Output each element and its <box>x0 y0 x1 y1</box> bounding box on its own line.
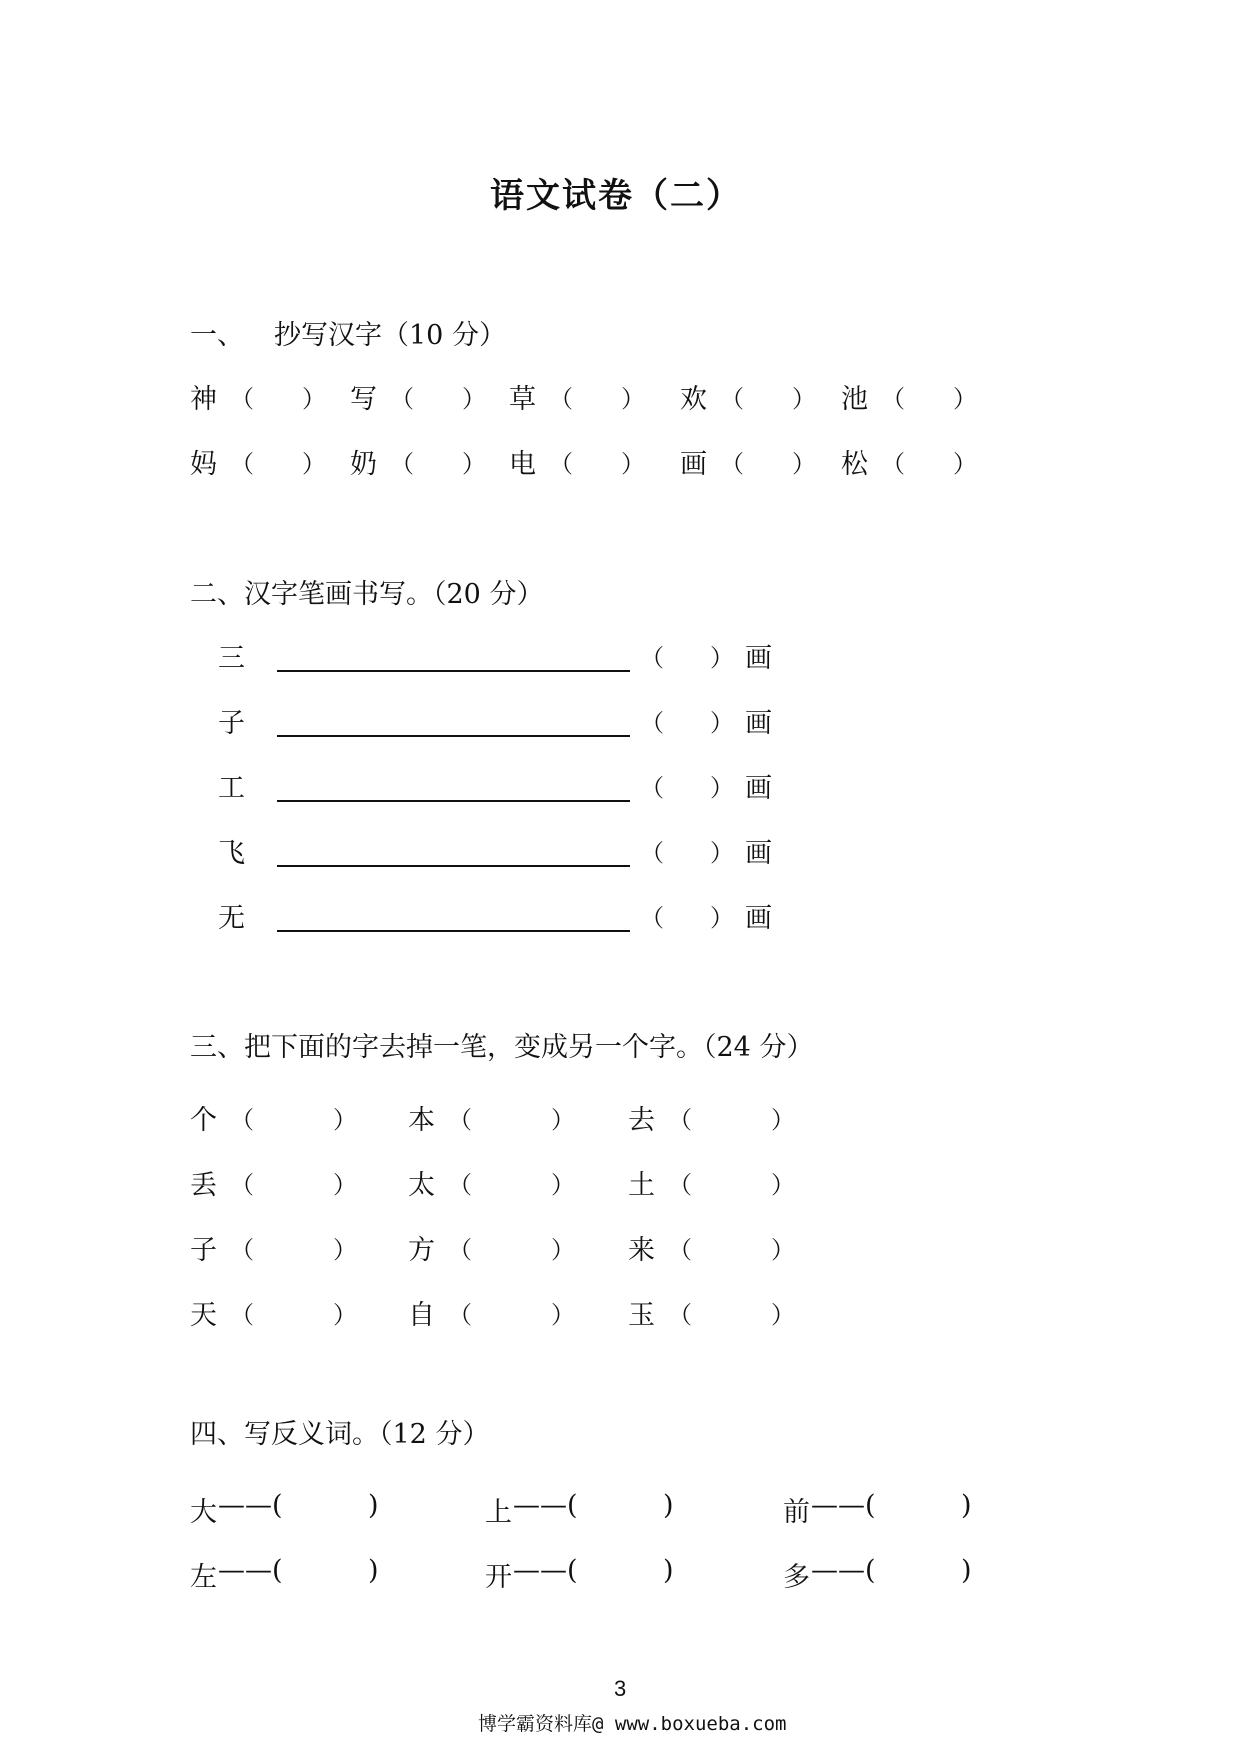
s2-writing-line[interactable] <box>277 670 630 672</box>
s3-char: 玉 <box>628 1300 655 1331</box>
s3-close-paren: ） <box>333 1171 357 1199</box>
s4-char: 多 <box>783 1562 810 1593</box>
s3-open-paren: （ <box>448 1106 472 1134</box>
s4-close-paren: ) <box>368 1490 379 1521</box>
s4-char: 上 <box>485 1497 512 1528</box>
s2-close-paren: ） <box>710 774 734 802</box>
s2-close-paren: ） <box>710 839 734 867</box>
s3-char: 来 <box>628 1235 655 1266</box>
s1-close-paren: ） <box>302 385 326 413</box>
s4-dash: ——( <box>811 1555 876 1586</box>
s3-close-paren: ） <box>551 1171 575 1199</box>
s3-open-paren: （ <box>668 1171 692 1199</box>
s1-char: 奶 <box>350 449 377 480</box>
s1-open-paren: （ <box>881 385 905 413</box>
s3-char: 土 <box>628 1170 655 1201</box>
s4-dash: ——( <box>218 1490 283 1521</box>
s1-open-paren: （ <box>549 385 573 413</box>
s3-char: 太 <box>408 1170 435 1201</box>
s1-close-paren: ） <box>953 450 977 478</box>
s2-suffix: 画 <box>745 838 772 869</box>
s4-close-paren: ) <box>961 1490 972 1521</box>
s2-open-paren: （ <box>640 709 664 737</box>
s1-close-paren: ） <box>462 385 486 413</box>
section4-heading: 四、写反义词。（12 分） <box>190 1419 490 1450</box>
s1-close-paren: ） <box>621 385 645 413</box>
s1-open-paren: （ <box>230 385 254 413</box>
s2-writing-line[interactable] <box>277 800 630 802</box>
s3-close-paren: ） <box>551 1236 575 1264</box>
s1-char: 写 <box>350 384 377 415</box>
page-title: 语文试卷（二） <box>490 176 742 216</box>
s3-char: 自 <box>408 1300 435 1331</box>
s3-open-paren: （ <box>448 1171 472 1199</box>
s3-open-paren: （ <box>230 1236 254 1264</box>
s3-close-paren: ） <box>771 1106 795 1134</box>
s3-close-paren: ） <box>551 1106 575 1134</box>
s3-open-paren: （ <box>230 1171 254 1199</box>
s3-char: 子 <box>190 1235 217 1266</box>
s3-open-paren: （ <box>668 1236 692 1264</box>
s2-char: 无 <box>218 903 245 934</box>
s4-dash: ——( <box>513 1490 578 1521</box>
s3-open-paren: （ <box>448 1236 472 1264</box>
s1-open-paren: （ <box>881 450 905 478</box>
s3-close-paren: ） <box>771 1236 795 1264</box>
s2-suffix: 画 <box>745 643 772 674</box>
s3-char: 去 <box>628 1105 655 1136</box>
s1-open-paren: （ <box>549 450 573 478</box>
s1-close-paren: ） <box>792 385 816 413</box>
section3-heading: 三、把下面的字去掉一笔，变成另一个字。（24 分） <box>190 1032 814 1063</box>
s4-close-paren: ) <box>368 1555 379 1586</box>
s1-open-paren: （ <box>230 450 254 478</box>
footer-source: 博学霸资料库@ www.boxueba.com <box>478 1713 787 1735</box>
s1-open-paren: （ <box>720 385 744 413</box>
s3-open-paren: （ <box>668 1106 692 1134</box>
s4-char: 前 <box>783 1497 810 1528</box>
s3-close-paren: ） <box>771 1301 795 1329</box>
s2-open-paren: （ <box>640 904 664 932</box>
s3-open-paren: （ <box>230 1301 254 1329</box>
s1-char: 池 <box>841 384 868 415</box>
s2-char: 飞 <box>218 838 245 869</box>
s2-suffix: 画 <box>745 773 772 804</box>
section1-heading: 抄写汉字（10 分） <box>274 320 506 351</box>
s1-char: 妈 <box>190 449 217 480</box>
s1-close-paren: ） <box>302 450 326 478</box>
s4-close-paren: ) <box>663 1490 674 1521</box>
s3-char: 个 <box>190 1105 217 1136</box>
s2-writing-line[interactable] <box>277 930 630 932</box>
s1-char: 松 <box>841 449 868 480</box>
s2-char: 三 <box>218 643 245 674</box>
s4-close-paren: ) <box>961 1555 972 1586</box>
s1-close-paren: ） <box>953 385 977 413</box>
s1-char: 画 <box>680 449 707 480</box>
s1-close-paren: ） <box>462 450 486 478</box>
s1-open-paren: （ <box>390 385 414 413</box>
s3-close-paren: ） <box>333 1106 357 1134</box>
s3-open-paren: （ <box>448 1301 472 1329</box>
s4-char: 左 <box>190 1562 217 1593</box>
section1-number: 一、 <box>190 320 244 351</box>
s3-char: 天 <box>190 1300 217 1331</box>
s4-dash: ——( <box>218 1555 283 1586</box>
s2-char: 子 <box>218 708 245 739</box>
s3-char: 本 <box>408 1105 435 1136</box>
s2-open-paren: （ <box>640 644 664 672</box>
s1-close-paren: ） <box>621 450 645 478</box>
s3-open-paren: （ <box>230 1106 254 1134</box>
s1-char: 草 <box>509 384 536 415</box>
s2-open-paren: （ <box>640 839 664 867</box>
s2-suffix: 画 <box>745 903 772 934</box>
s1-char: 电 <box>509 449 536 480</box>
s3-close-paren: ） <box>771 1171 795 1199</box>
s1-open-paren: （ <box>720 450 744 478</box>
s2-close-paren: ） <box>710 904 734 932</box>
s3-open-paren: （ <box>668 1301 692 1329</box>
page-number: 3 <box>614 1676 627 1701</box>
s3-char: 丢 <box>190 1170 217 1201</box>
s2-writing-line[interactable] <box>277 865 630 867</box>
s1-char: 欢 <box>680 384 707 415</box>
section2-heading: 二、汉字笔画书写。（20 分） <box>190 579 544 610</box>
s2-writing-line[interactable] <box>277 735 630 737</box>
s2-char: 工 <box>218 773 245 804</box>
s4-char: 开 <box>485 1562 512 1593</box>
s4-char: 大 <box>190 1497 217 1528</box>
s3-char: 方 <box>408 1235 435 1266</box>
s2-suffix: 画 <box>745 708 772 739</box>
s4-close-paren: ) <box>663 1555 674 1586</box>
s4-dash: ——( <box>811 1490 876 1521</box>
s1-char: 神 <box>190 384 217 415</box>
s3-close-paren: ） <box>333 1301 357 1329</box>
s3-close-paren: ） <box>333 1236 357 1264</box>
s1-open-paren: （ <box>390 450 414 478</box>
s4-dash: ——( <box>513 1555 578 1586</box>
s3-close-paren: ） <box>551 1301 575 1329</box>
s1-close-paren: ） <box>792 450 816 478</box>
s2-close-paren: ） <box>710 709 734 737</box>
s2-close-paren: ） <box>710 644 734 672</box>
s2-open-paren: （ <box>640 774 664 802</box>
